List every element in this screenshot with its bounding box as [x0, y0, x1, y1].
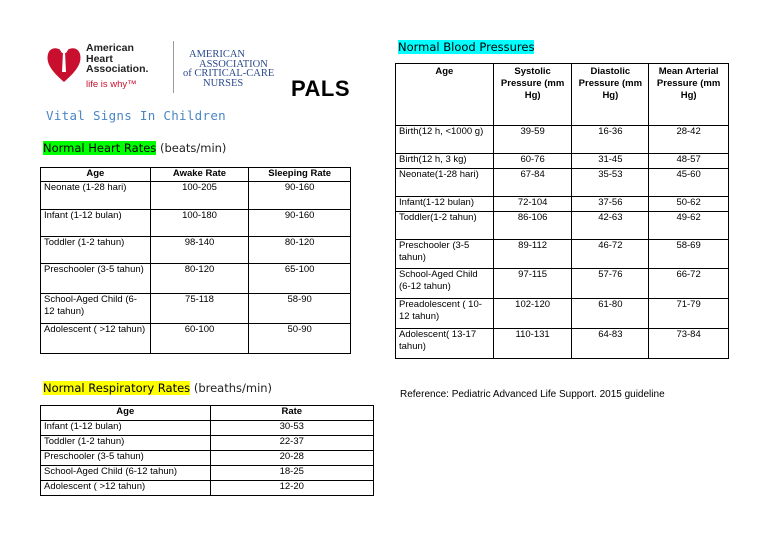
- diastolic-cell: 64-83: [572, 329, 649, 359]
- age-cell: Infant(1-12 bulan): [396, 197, 494, 212]
- sleeping-rate-cell: 58-90: [249, 294, 351, 324]
- awake-rate-cell: 98-140: [150, 237, 249, 264]
- diastolic-cell: 42-63: [572, 212, 649, 240]
- table-row: [41, 436, 374, 451]
- awake-rate-cell: 60-100: [150, 324, 249, 354]
- sleeping-rate-cell: 90-160: [249, 210, 351, 237]
- diastolic-cell: 61-80: [572, 299, 649, 329]
- age-cell: Toddler (1-2 tahun): [41, 436, 211, 451]
- aha-heart-torch-logo-icon: [44, 40, 84, 84]
- column-header: Age: [41, 168, 151, 182]
- systolic-cell: 39-59: [493, 126, 572, 154]
- column-header: Sleeping Rate: [249, 168, 351, 182]
- aha-line-3: Association.: [86, 63, 149, 75]
- sleeping-rate-cell: 65-100: [249, 264, 351, 294]
- table-row: [396, 126, 729, 154]
- respiratory-rates-title: Normal Respiratory Rates: [43, 381, 191, 395]
- age-cell: Birth(12 h, <1000 g): [396, 126, 494, 154]
- page-title: Vital Signs In Children: [46, 108, 226, 123]
- diastolic-cell: 37-56: [572, 197, 649, 212]
- table-header-row: [41, 406, 374, 421]
- sleeping-rate-cell: 90-160: [249, 182, 351, 210]
- heart-rates-unit: (beats/min): [159, 141, 227, 155]
- awake-rate-cell: 100-180: [150, 210, 249, 237]
- rate-cell: 22-37: [210, 436, 373, 451]
- systolic-cell: 102-120: [493, 299, 572, 329]
- table-row: [41, 294, 351, 324]
- aacn-line-3: of CRITICAL-CARE: [183, 68, 275, 79]
- age-cell: Toddler(1-2 tahun): [396, 212, 494, 240]
- age-cell: School-Aged Child (6-12 tahun): [41, 466, 211, 481]
- systolic-cell: 67-84: [493, 169, 572, 197]
- respiratory-rates-heading: [43, 381, 272, 395]
- logo-divider: [173, 41, 174, 93]
- awake-rate-cell: 75-118: [150, 294, 249, 324]
- age-cell: Preschooler (3-5 tahun): [41, 264, 151, 294]
- mean-arterial-cell: 28-42: [649, 126, 729, 154]
- mean-arterial-cell: 66-72: [649, 269, 729, 299]
- table-row: [41, 451, 374, 466]
- respiratory-rates-table: [40, 405, 374, 496]
- diastolic-cell: 57-76: [572, 269, 649, 299]
- age-cell: Preschooler (3-5 tahun): [396, 240, 494, 269]
- table-row: [41, 481, 374, 496]
- rate-cell: 18-25: [210, 466, 373, 481]
- age-cell: Neonate(1-28 hari): [396, 169, 494, 197]
- column-header: Diastolic Pressure (mm Hg): [572, 64, 649, 126]
- systolic-cell: 86-106: [493, 212, 572, 240]
- aha-line-2: Heart: [86, 52, 113, 65]
- systolic-cell: 60-76: [493, 154, 572, 169]
- aacn-logo: [183, 50, 287, 88]
- column-header: Age: [41, 406, 211, 421]
- mean-arterial-cell: 73-84: [649, 329, 729, 359]
- table-row: [41, 466, 374, 481]
- blood-pressures-title: Normal Blood Pressures: [398, 40, 535, 54]
- table-row: [41, 264, 351, 294]
- rate-cell: 12-20: [210, 481, 373, 496]
- column-header: Systolic Pressure (mm Hg): [493, 64, 572, 126]
- column-header: Mean Arterial Pressure (mm Hg): [649, 64, 729, 126]
- systolic-cell: 89-112: [493, 240, 572, 269]
- table-row: [41, 182, 351, 210]
- table-row: [41, 324, 351, 354]
- column-header: Rate: [210, 406, 373, 421]
- awake-rate-cell: 80-120: [150, 264, 249, 294]
- table-row: [396, 240, 729, 269]
- table-row: [396, 197, 729, 212]
- heart-rates-table: [40, 167, 351, 354]
- age-cell: School-Aged Child (6-12 tahun): [396, 269, 494, 299]
- blood-pressures-heading: [398, 40, 534, 54]
- heart-rates-title: Normal Heart Rates: [43, 141, 157, 155]
- diastolic-cell: 46-72: [572, 240, 649, 269]
- age-cell: Adolescent ( >12 tahun): [41, 324, 151, 354]
- table-header-row: [41, 168, 351, 182]
- systolic-cell: 72-104: [493, 197, 572, 212]
- sleeping-rate-cell: 50-90: [249, 324, 351, 354]
- mean-arterial-cell: 58-69: [649, 240, 729, 269]
- table-row: [396, 329, 729, 359]
- mean-arterial-cell: 71-79: [649, 299, 729, 329]
- diastolic-cell: 35-53: [572, 169, 649, 197]
- column-header: Age: [396, 64, 494, 126]
- mean-arterial-cell: 45-60: [649, 169, 729, 197]
- table-header-row: [396, 64, 729, 126]
- table-row: [396, 212, 729, 240]
- table-row: [41, 237, 351, 264]
- awake-rate-cell: 100-205: [150, 182, 249, 210]
- age-cell: Neonate (1-28 hari): [41, 182, 151, 210]
- aacn-line-4: NURSES: [203, 77, 244, 89]
- table-row: [396, 269, 729, 299]
- diastolic-cell: 31-45: [572, 154, 649, 169]
- aha-tagline: life is why™: [86, 79, 137, 90]
- systolic-cell: 97-115: [493, 269, 572, 299]
- table-row: [396, 299, 729, 329]
- aacn-line-1: AMERICAN: [189, 49, 246, 60]
- sleeping-rate-cell: 80-120: [249, 237, 351, 264]
- age-cell: Adolescent ( >12 tahun): [41, 481, 211, 496]
- age-cell: Toddler (1-2 tahun): [41, 237, 151, 264]
- age-cell: Preadolescent ( 10-12 tahun): [396, 299, 494, 329]
- mean-arterial-cell: 48-57: [649, 154, 729, 169]
- table-row: [41, 210, 351, 237]
- aha-wordmark: [86, 43, 148, 75]
- age-cell: Birth(12 h, 3 kg): [396, 154, 494, 169]
- mean-arterial-cell: 50-62: [649, 197, 729, 212]
- pals-title: PALS: [291, 76, 351, 101]
- mean-arterial-cell: 49-62: [649, 212, 729, 240]
- blood-pressures-table: [395, 63, 729, 359]
- table-row: [41, 421, 374, 436]
- aacn-line-2: ASSOCIATION: [199, 58, 268, 70]
- age-cell: Infant (1-12 bulan): [41, 421, 211, 436]
- table-row: [396, 169, 729, 197]
- age-cell: Preschooler (3-5 tahun): [41, 451, 211, 466]
- age-cell: School-Aged Child (6-12 tahun): [41, 294, 151, 324]
- respiratory-rates-unit: (breaths/min): [193, 381, 273, 395]
- rate-cell: 30-53: [210, 421, 373, 436]
- rate-cell: 20-28: [210, 451, 373, 466]
- aha-line-1: American: [86, 42, 134, 54]
- age-cell: Adolescent( 13-17 tahun): [396, 329, 494, 359]
- systolic-cell: 110-131: [493, 329, 572, 359]
- heart-rates-heading: [43, 141, 226, 155]
- reference-note: Reference: Pediatric Advanced Life Support. 2015 guideline: [400, 389, 665, 400]
- diastolic-cell: 16-36: [572, 126, 649, 154]
- column-header: Awake Rate: [150, 168, 249, 182]
- table-row: [396, 154, 729, 169]
- age-cell: Infant (1-12 bulan): [41, 210, 151, 237]
